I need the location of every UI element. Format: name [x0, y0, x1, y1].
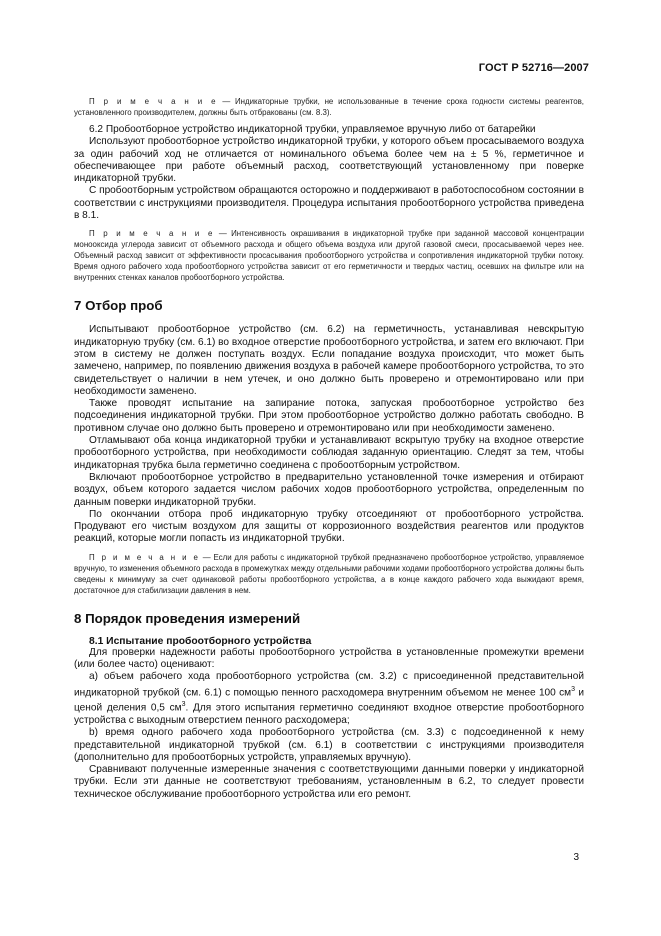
paragraph: Для проверки надежности работы пробоотборного устройства в установленные промежутки времени (или более часто) оценивают:: [74, 646, 584, 671]
paragraph: Также проводят испытание на запирание потока, запуская пробоотборное устройство без подсоединения индикаторной трубки. При этом пробоотборное устройство должно работать свободно. В противном случае оно должно быть проверено и отремонтировано или при необходимости заменено.: [74, 398, 584, 434]
page-number: 3: [573, 852, 579, 863]
note-text: — Если для работы с индикаторной трубкой предназначено пробоотборное устройство, управляемое вручную, то изменения объемного расхода в промежутках между отдельными рабочими ходами пробоотборного устройства должны быть сведены к минимуму за счет одинаковой работы пробоотборного устройства, а в конце каждого рабочего хода выжидают время, достаточное для стабилизации давления в нем.: [74, 552, 584, 595]
paragraph: Включают пробоотборное устройство в предварительно установленной точке измерения и отбирают воздух, объем которого задается числом рабочих ходов пробоотборного устройства, определенным по данным поверки индикаторной трубки.: [74, 471, 584, 508]
note-2: [74, 228, 584, 283]
document-header: ГОСТ Р 52716—2007: [478, 62, 589, 74]
paragraph: Отламывают оба конца индикаторной трубки и устанавливают вскрытую трубку на входное отверстие пробоотборного устройства, при необходимости соблюдая заданную ориентацию. Следят за тем, чтобы индикаторная трубка была герметично соединена с пробоотборным устройством.: [74, 435, 584, 471]
subsection-8-1-heading: 8.1 Испытание пробоотборного устройства: [89, 635, 312, 647]
section-7-heading: 7 Отбор проб: [74, 298, 163, 314]
note-label: П р и м е ч а н и е: [89, 552, 200, 562]
paragraph: Испытывают пробоотборное устройство (см. 6.2) на герметичность, устанавливая невскрытую индикаторную трубку (см. 6.1) во входное отверстие пробоотборного устройства, и затем его включают. При этом в систему не должен поступать воздух. Если попадание воздуха происходит, что может быть замечено, например, по появлению движения воздуха в рабочей камере пробоотборного устройства, то это свидетельствует о наличии в нем утечек, и оно должно быть проверено и отремонтировано или при необходимости заменено.: [74, 324, 584, 397]
note-label: П р и м е ч а н и е: [89, 97, 218, 106]
note-label: П р и м е ч а н и е: [89, 229, 215, 239]
note-1: [74, 96, 584, 118]
paragraph: По окончании отбора проб индикаторную трубку отсоединяют от пробоотборного устройства. Продувают его чистым воздухом для защиты от коррозионного воздействия реагентов или продуктов реакций, которые могли попасть из индикаторной трубки.: [74, 508, 584, 545]
paragraph: Сравнивают полученные измеренные значения с соответствующими данными поверки у индикаторной трубки. Если эти данные не соответствуют требованиям, установленным в 6.2, то следует провести техническое обслуживание пробоотборного устройства или его ремонт.: [74, 764, 584, 800]
note-3: [74, 552, 584, 596]
list-item-a: а) объем рабочего хода пробоотборного устройства (см. 3.2) с присоединенной представительной индикаторной трубкой (см. 6.1) с помощью пенного расходомера внутренним объемом не менее 100 $см^3$ и ценой деления 0,5 $см^3$. Для этого испытания герметично соединяют входное отверстие пробоотборного устройства с выходным отверстием пенного расходомера;: [74, 671, 584, 726]
section-6-2-title: 6.2 Пробоотборное устройство индикаторной трубки, управляемое вручную либо от батарейки: [89, 124, 536, 135]
paragraph: С пробоотборным устройством обращаются осторожно и поддерживают в работоспособном состоянии в соответствии с инструкциями производителя. Процедура испытания пробоотборного устройства приведена в 8.1.: [74, 185, 584, 222]
note-text: — Индикаторные трубки, не использованные в течение срока годности системы реагентов, установленного производителем, должны быть отбракованы (см. 8.3).: [74, 97, 584, 117]
section-8-heading: 8 Порядок проведения измерений: [74, 610, 301, 626]
paragraph: Используют пробоотборное устройство индикаторной трубки, у которого объем просасываемого воздуха за один рабочий ход не отличается от номинального объема более чем на ± 5 %, герметичное и обеспечивающее при работе объемный расход, соответствующий установленному при поверке индикаторной трубки.: [74, 136, 584, 185]
page-body: [74, 96, 584, 801]
list-item-b: b) время одного рабочего хода пробоотборного устройства (см. 3.3) с подсоединенной к нему представительной индикаторной трубкой (см. 6.1) в соответствии с инструкциями производителя (дополнительно для пробоотборных устройств, управляемых вручную).: [74, 727, 584, 763]
note-text: — Интенсивность окрашивания в индикаторной трубке при заданной массовой концентрации монооксида углерода зависит от объемного расхода и общего объема воздуха или другой газовой смеси, просасываемой через нее. Объемный расход зависит от эффективности просасывания пробоотборного устройства и сопротивления индикаторной трубки потоку. Время одного рабочего хода пробоотборного устройства зависит от его герметичности и твердых частиц, осевших на фильтре или на внутренних стенках каналов пробоотборного устройства.: [74, 229, 584, 283]
